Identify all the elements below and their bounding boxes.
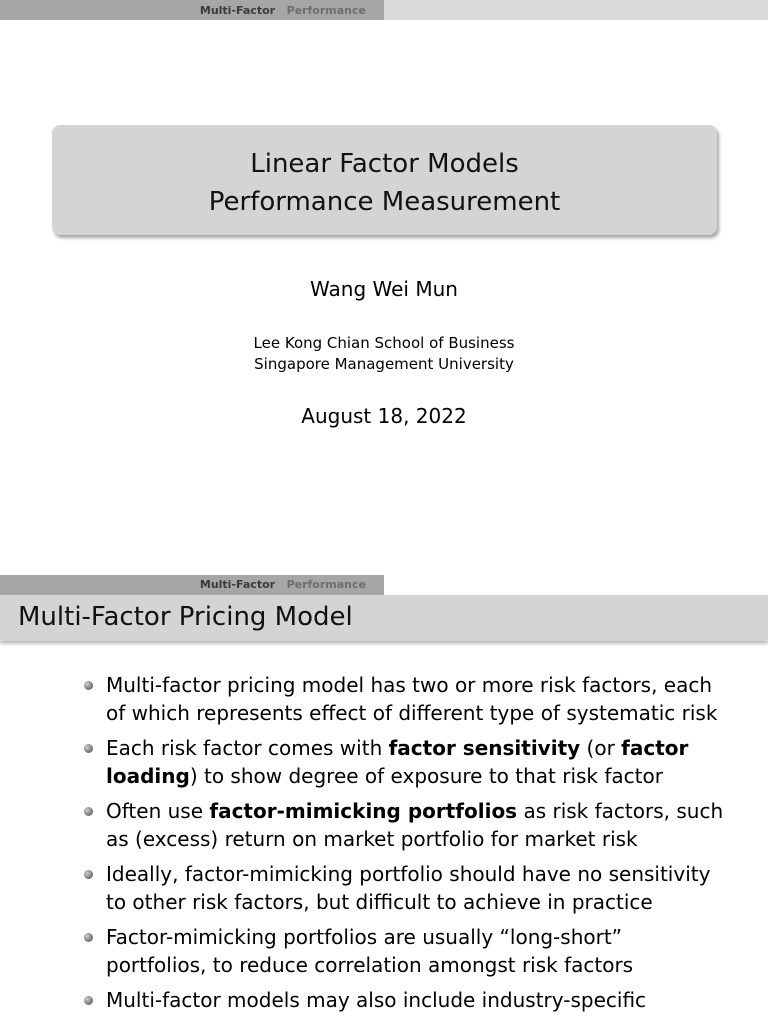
bullet-dot-icon: [84, 681, 93, 690]
frame-title-bar: [0, 595, 768, 641]
nav-section-performance[interactable]: Performance: [286, 578, 366, 591]
nav-section-performance[interactable]: Performance: [286, 4, 366, 17]
bullet-text: Ideally, factor-mimicking portfolio should have no sensitivity to other risk factors, but difficult to achieve in practice: [106, 862, 711, 914]
bullet-term: factor sensitivity: [388, 736, 581, 760]
bullet-text: (or: [580, 736, 622, 760]
nav-section-multi-factor[interactable]: Multi-Factor: [199, 578, 276, 591]
title-line-1: Linear Factor Models: [250, 149, 519, 179]
bullet-text: Factor-mimicking portfolios are usually “long-short” portfolios, to reduce correlation amongst risk factors: [106, 925, 634, 977]
institute-line-1: Lee Kong Chian School of Business: [253, 334, 515, 352]
bullet-dot-icon: [84, 744, 93, 753]
headline-nav-2: [0, 575, 768, 595]
bullet-term: factor-mimicking portfolios: [209, 799, 518, 823]
bullet-dot-icon: [84, 996, 93, 1005]
nav-section-multi-factor[interactable]: Multi-Factor: [199, 4, 276, 17]
bullet-text: Each risk factor comes with: [106, 736, 389, 760]
bullet-item: [84, 671, 724, 727]
bullet-dot-icon: [84, 807, 93, 816]
title-line-2: Performance Measurement: [208, 187, 561, 217]
bullet-dot-icon: [84, 933, 93, 942]
institute-line-2: Singapore Management University: [254, 355, 514, 373]
date: August 18, 2022: [301, 404, 467, 428]
title-block: [52, 125, 717, 235]
bullet-item: [84, 860, 724, 916]
bullet-item: [84, 734, 724, 790]
bullet-text: ) to show degree of exposure to that risk factor: [189, 764, 663, 788]
bullet-list: [84, 671, 724, 1021]
frame-title: Multi-Factor Pricing Model: [18, 602, 353, 632]
headline-nav: [0, 0, 768, 20]
bullet-text: Multi-factor pricing model has two or more risk factors, each of which represents effect of different type of systematic risk: [106, 673, 718, 725]
bullet-text: Multi-factor models may also include industry-specific: [106, 988, 647, 1012]
institute: [0, 333, 768, 375]
bullet-dot-icon: [84, 870, 93, 879]
bullet-item: [84, 797, 724, 853]
bullet-item: [84, 923, 724, 979]
bullet-text: Often use: [106, 799, 210, 823]
author: Wang Wei Mun: [310, 277, 458, 301]
bullet-term: factor loading: [106, 736, 689, 788]
bullet-item: [84, 986, 724, 1014]
content-slide: [0, 555, 768, 1024]
bullet-text: as risk factors, such as (excess) return on market portfolio for market risk: [106, 799, 724, 851]
